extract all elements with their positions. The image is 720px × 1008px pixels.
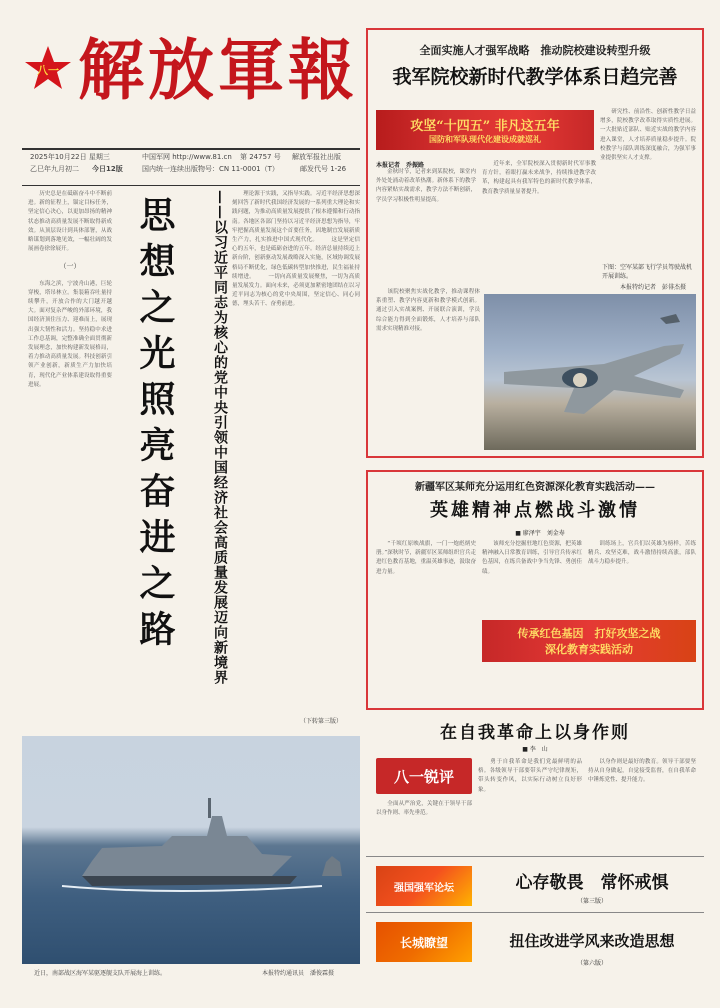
promo-tag-2: 长城瞭望 [376,922,472,962]
middle-banner-line2: 深化教育实践活动 [545,643,633,656]
destroyer-illustration [22,736,360,964]
lunar-date: 乙巳年九月初二 [30,165,79,173]
section-marker: （一） [59,262,81,271]
promo-headline-2[interactable]: 扭住改进学风来改造思想 [509,932,675,950]
continued-note[interactable]: （下转第三版） [300,718,343,725]
middle-right-text-2: 该师充分挖掘驻地红色资源，把英雄精神融入日常教育训练，引导官兵传承红色基因，在练兵备战中争当先锋、勇创佳绩。 [482,541,582,575]
post-code: 邮发代号 1-26 [300,165,347,173]
jet-photo [484,294,696,450]
commentary-text-2: 勇于自我革命是我们党最鲜明的品格。各级领导干部要带头严守纪律规矩，带头转变作风，以实际行动树立良好形象。 [478,759,582,793]
jet-photo-caption: 下图：空军某部飞行学员驾驶战机开展训练。 [602,264,693,280]
ship-photo-credit: 本报特约通讯员 潘俊霖摄 [262,970,335,977]
jet-photo-credit: 本报特约记者 彭俳杰摄 [620,284,687,291]
top-right-banner [376,110,594,150]
middle-banner-line1: 传承红色基因 打好攻坚之战 [517,627,661,640]
website-link[interactable]: 中国军网 http://www.81.cn [142,153,232,161]
issue-date: 2025年10月22日 星期三 [30,153,110,161]
lead-headline[interactable]: 思想之光照亮奋进之路 [134,196,176,656]
lead-article-column-2: 理论源于实践，又指导实践。习近平经济思想深刻回答了新时代我国经济发展的一系列重大理论和实践问题，为推动高质量发展提供了根本遵循和行动指南。各地区各部门坚持以习近平经济思想为指导，牢牢把握高质量发展这个首要任务，因地制宜发展新质生产力，扎实推进中国式现代化。 这是坚定信心的五年，也是砥砺奋进的五年。经济总量持续迈上新台阶，创新驱动发展战略深入实施，区域协调发展格局不断优化，绿色低碳转型加快推进，民生福祉持续增进。 一切向高质量发展聚焦，一切为高质量发展发力。面向未来，必须更加紧密地团结在以习近平同志为核心的党中央周围，坚定信心、同心同德，埋头苦干、奋勇前进。 [232,191,360,308]
lead-article-column-1: 历史总是在砥砺奋斗中不断前进。新的征程上，锚定目标任务，坚定信心决心，以更加昂扬的精神状态推动高质量发展不断取得新成效。从顶层设计到具体部署，从战略谋划到落地见效，一幅壮阔的发展画卷徐徐展开。 （一） 东海之滨，宁波舟山港，巨轮穿梭，塔吊林立。集装箱吞吐量持续攀升，开放合作的大门越开越大。面对复杂严峻的外部环境，我国经济顶住压力、迎难而上，展现出强大韧性和活力。坚持稳中求进工作总基调，完整准确全面贯彻新发展理念，加快构建新发展格局，着力推动高质量发展。科技创新引领产业创新，新质生产力加快培育，现代化产业体系建设取得重要进展。 [28,191,112,388]
masthead-bottom-rule [22,185,360,186]
promo-divider-1 [366,856,704,857]
promo-headline-1[interactable]: 心存敬畏 常怀戒惧 [515,873,669,893]
lead-subtitle[interactable]: ——以习近平同志为核心的党中央引领中国经济社会高质量发展迈向新境界 [212,190,228,685]
promo-divider-2 [366,912,704,913]
issue-number: 第 24757 号 [240,153,281,161]
cn-code: 国内统一连续出版物号：CN 11-0001（T） [142,165,279,173]
commentary-text-3: 以身作则是最好的教育。领导干部要坚持从自身做起，自觉接受监督，在自我革命中锤炼党性、提升能力。 [588,759,696,784]
commentary-column-label: 八一锐评 [376,758,472,794]
middle-right-kicker: 新疆军区某师充分运用红色资源深化教育实践活动—— [415,482,655,493]
destroyer-photo [22,736,360,964]
promo-tag-1: 强国强军论坛 [376,866,472,906]
banner-title: 攻坚“十四五” 非凡这五年 [410,119,560,134]
army-emblem-icon [24,44,72,92]
promo-page-2[interactable]: （第六版） [576,960,607,967]
jet-illustration [484,294,696,450]
masthead-rule [22,148,360,150]
middle-right-banner [482,620,696,662]
top-right-byline: 本报记者 乔振路 [376,162,425,169]
top-right-text-3: 该院校聚焦实战化教学，推动课程体系重塑、教学内容更新和教学模式创新。通过引入实战案例、开展联合演训，学员综合能力得到全面锻炼，人才培养与部队需求实现精准对接。 [376,289,480,332]
publisher: 解放军报社出版 [292,153,341,161]
middle-right-byline: ■ 廖泽宇 刘金寿 [515,530,565,537]
top-right-text-1: 金秋时节，记者来到某院校，课堂内外处处涌动着改革热潮。新体系下的教学内容紧贴实战需求，教学方法不断创新，学员学习积极性明显提高。 [376,169,476,203]
top-right-text-far: 研究性、前沿性、创新性教学日益增多，院校教学改革取得实质性进展。一大批贴近部队、贴近实战的教学内容进入课堂，人才培养质量稳步提升。院校教学与部队训练深度融合，为强军事业提供坚实人才支撑。 [600,109,696,162]
page-count: 今日12版 [92,165,123,173]
ship-photo-caption: 近日，南部战区海军某驱逐舰支队开展海上训练。 [34,970,167,977]
commentary-author: ■ 李 山 [522,746,548,753]
middle-right-text-1: “千顷红原映战旗，一门一炮彪炳史册。”深秋时节，新疆军区某师组织官兵走进红色教育基地，重温英雄事迹，汲取奋进力量。 [376,541,476,575]
commentary-headline[interactable]: 在自我革命上以身作则 [440,723,630,743]
middle-right-text-3: 训练场上，官兵们以英雄为榜样，苦练精兵、攻坚克难，战斗激情持续高涨，部队战斗力稳步提升。 [588,541,696,566]
top-right-text-2: 近年来，全军院校深入贯彻新时代军事教育方针，着眼打赢未来战争，持续推进教学改革，构建起具有我军特色的新时代教学体系，教育教学质量显著提升。 [482,161,596,195]
masthead-title: 解放軍報 [78,31,358,109]
banner-subtitle: 国防和军队现代化建设成就巡礼 [429,134,541,144]
svg-text:八一: 八一 [37,64,59,77]
top-right-headline[interactable]: 我军院校新时代教学体系日趋完善 [392,66,678,88]
middle-right-headline[interactable]: 英雄精神点燃战斗激情 [430,500,640,521]
promo-page-1[interactable]: （第三版） [576,898,607,905]
top-right-kicker: 全面实施人才强军战略 推动院校建设转型升级 [419,44,651,57]
commentary-text-1: 全面从严治党，关键在于领导干部以身作则、率先垂范。 [376,801,472,817]
